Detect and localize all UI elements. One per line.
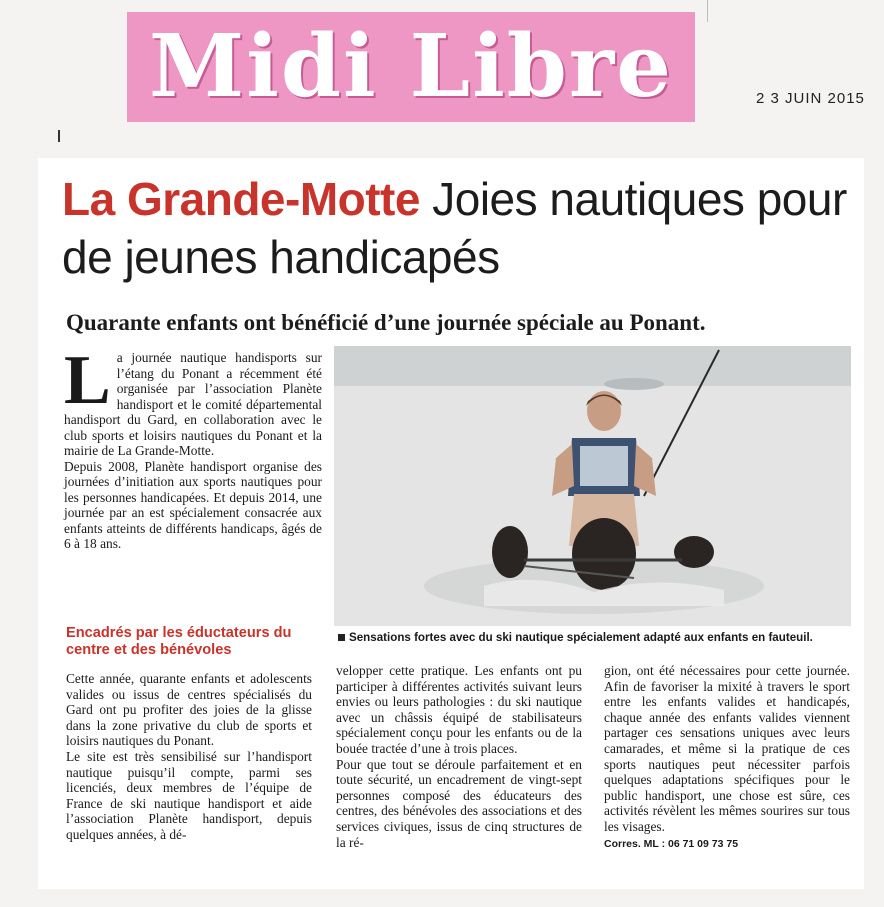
body-paragraph: Cette année, quarante enfants et adolescents valides ou issus de centres spécialisés du Gard ont pu profiter des joies de la glisse dans la zone privative du club de sports et loisirs nautiques du Ponant. xyxy=(66,671,312,749)
body-paragraph: Pour que tout se déroule parfaitement et en toute sécurité, un encadrement de vingt-sept personnes composé des éducateurs des centres, des bénévoles des associations et des services civiques, issus de cinq structures de la ré- xyxy=(336,756,582,850)
body-paragraph: velopper cette pratique. Les enfants ont pu participer à différentes activités suivant leurs envies ou leurs pathologies : du ski nautique avec un châssis équipé de stabilisateurs spécialement conçu pour les enfants ou de la bouée tractée d’une à trois places. xyxy=(336,663,582,756)
caption-text: Sensations fortes avec du ski nautique spécialement adapté aux enfants en fauteuil. xyxy=(349,631,813,644)
body-column-3 xyxy=(604,663,850,852)
article xyxy=(38,158,864,889)
masthead-title: Midi Libre xyxy=(149,16,673,117)
photo-illustration xyxy=(334,346,851,626)
masthead-logo xyxy=(127,12,695,122)
margin-mark xyxy=(58,130,60,142)
subheadline: Quarante enfants ont bénéficié d’une journée spéciale au Ponant. xyxy=(66,310,706,335)
correspondent-contact: Corres. ML : 06 71 09 73 75 xyxy=(604,837,739,850)
headline xyxy=(62,170,852,286)
section-heading: Encadrés par les éductateurs du centre et des bénévoles xyxy=(66,625,292,658)
intro-paragraph-1: a journée nautique handisports sur l’étang du Ponant a récemment été organisée par l’association Planète handisport et le comité départemental handisport du Gard, en collaboration avec le club sports et loisirs nautiques du Ponant et la mairie de La Grande-Motte. xyxy=(64,350,322,458)
publication-date: 2 3 JUIN 2015 xyxy=(756,90,865,107)
caption-bullet-icon xyxy=(338,634,345,641)
drop-cap: L xyxy=(64,342,111,419)
intro-text xyxy=(64,342,322,552)
headline-title: Joies nautiques pour de jeunes handicapés xyxy=(62,173,847,283)
article-photo xyxy=(334,346,851,626)
headline-location: La Grande-Motte xyxy=(62,173,420,225)
intro-paragraph-2: Depuis 2008, Planète handisport organise des journées d’initiation aux sports nautiques pour les personnes handicapées. Et depuis 2014, une journée par an est spécialement consacrée aux enfants atteints de différents handicaps, âgés de 6 à 18 ans. xyxy=(64,458,322,551)
body-paragraph: Le site est très sensibilisé sur l’handisport nautique puisqu’il compte, parmi ses licenciés, deux membres de l’équipe de France de ski nautique handisport et aide l’association Planète handisport, depuis quelques années, à dé- xyxy=(66,748,312,842)
photo-caption xyxy=(338,631,858,644)
body-column-1 xyxy=(66,671,312,843)
body-paragraph: gion, ont été nécessaires pour cette journée. Afin de favoriser la mixité à travers le sport entre les enfants valides et handicapés, chaque année des enfants valides viennent partager ces sensations uniques avec leurs camarades, et même si la pratique de ces sports nautiques peut nécessiter parfois quelques adaptations spécifiques pour le public handisport, une chose est sûre, ces activités révèlent les mêmes sourires sur tous les visages. xyxy=(604,663,850,834)
body-column-2 xyxy=(336,663,582,850)
page-divider xyxy=(707,0,708,22)
